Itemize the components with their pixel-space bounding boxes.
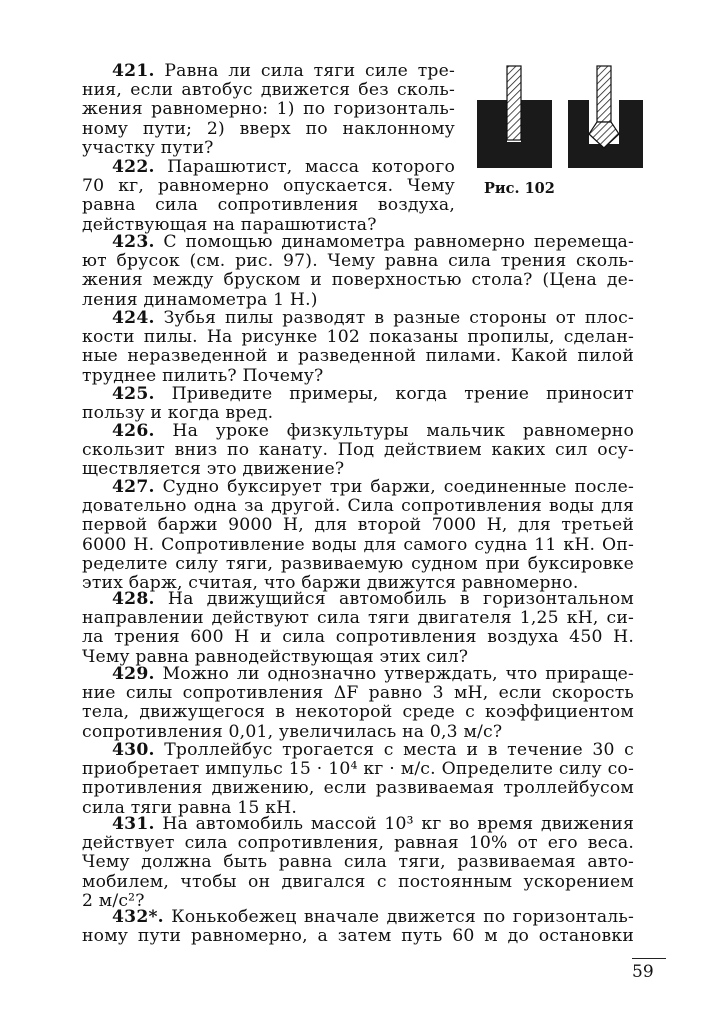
problem-text-line: Чему равна равнодействующая этих сил? — [82, 646, 469, 667]
problem-number: 425. — [112, 384, 155, 404]
footer-rule — [632, 958, 666, 959]
problem-text-line: ществляется это движение? — [82, 459, 345, 480]
problem-text-line: сопротивления 0,01, увеличилась на 0,3 м/с? — [82, 721, 503, 742]
problem-426 — [82, 422, 634, 480]
problem-431 — [82, 815, 634, 911]
problem-text-line: Судно буксирует три баржи, соединенные после- — [162, 477, 634, 497]
problem-text-line: сила тяги равна 15 кН. — [82, 797, 298, 818]
problem-text-line: Конькобежец вначале движется по горизонталь- — [171, 907, 634, 927]
problem-text-line: ла трения 600 Н и сила сопротивления воздуха 450 Н. — [82, 627, 634, 648]
problem-text-line: ют брусок (см. рис. 97). Чему равна сила трения сколь- — [82, 251, 634, 272]
problem-text-line: труднее пилить? Почему? — [82, 365, 324, 386]
problem-text-line: равна сила сопротивления воздуха, — [82, 195, 455, 216]
saw-blade-set-icon — [597, 66, 611, 122]
problem-number: 427. — [112, 477, 155, 497]
problem-text-line: ние силы сопротивления ΔF равно 3 мН, если скорость — [82, 683, 634, 704]
problem-text-line: Зубья пилы разводят в разные стороны от плос- — [163, 308, 634, 328]
problem-number: 421. — [112, 61, 155, 81]
saw-blade-unset-icon — [507, 66, 521, 140]
problem-text-line: этих барж, считая, что баржи движутся равномерно. — [82, 573, 579, 594]
problem-text-line: жения между бруском и поверхностью стола? (Цена де- — [82, 270, 634, 291]
problem-text-line: противления движению, если развиваемая троллейбусом — [82, 778, 634, 799]
problem-text-line: 70 кг, равномерно опускается. Чему — [82, 176, 455, 197]
problem-text-line: жения равномерно: 1) по горизонталь- — [82, 99, 455, 120]
problem-text-line: ному пути; 2) вверх по наклонному — [82, 118, 455, 139]
problem-number: 426. — [112, 421, 155, 441]
problem-text-line: Равна ли сила тяги силе тре- — [164, 61, 456, 81]
problem-421 — [82, 62, 455, 158]
problem-text-line: На уроке физкультуры мальчик равномерно — [172, 421, 634, 441]
problem-422 — [82, 158, 455, 235]
problem-text-line: кости пилы. На рисунке 102 показаны пропилы, сделан- — [82, 327, 634, 348]
problem-text-line: действует сила сопротивления, равная 10% от его веса. — [82, 833, 634, 854]
problem-text-line: направлении действуют сила тяги двигателя 1,25 кН, си- — [82, 608, 634, 629]
problem-text-line: участку пути? — [82, 137, 214, 158]
problem-429 — [82, 665, 634, 742]
problem-number: 424. — [112, 308, 155, 328]
problem-number: 431. — [112, 814, 155, 834]
problem-text-line: Приведите примеры, когда трение приносит — [171, 384, 634, 404]
problem-text-line: ления динамометра 1 Н.) — [82, 289, 318, 310]
problem-text-line: приобретает импульс 15 · 10⁴ кг · м/с. Определите силу со- — [82, 759, 634, 780]
problem-number: 429. — [112, 664, 155, 684]
page-number: 59 — [632, 962, 654, 982]
problem-430 — [82, 741, 634, 818]
problem-number: 428. — [112, 589, 155, 609]
problem-text-line: На автомобиль массой 10³ кг во время движения — [162, 814, 634, 834]
problem-text-line: С помощью динамометра равномерно перемеща- — [163, 232, 634, 252]
problem-text-line: ные неразведенной и разведенной пилами. Какой пилой — [82, 346, 634, 367]
problem-text-line: 2 м/с²? — [82, 890, 145, 911]
problem-text-line: Можно ли однозначно утверждать, что прираще- — [162, 664, 634, 684]
problem-text-line: тела, движущегося в некоторой среде с коэффициентом — [82, 702, 634, 723]
problem-text-line: мобилем, чтобы он двигался с постоянным ускорением — [82, 871, 634, 892]
problem-423 — [82, 233, 634, 310]
problem-number: 422. — [112, 157, 155, 177]
problem-428 — [82, 590, 634, 667]
problem-text-line: 6000 Н. Сопротивление воды для самого судна 11 кН. Оп- — [82, 534, 634, 555]
problem-427 — [82, 478, 634, 593]
problem-text-line: ному пути равномерно, а затем путь 60 м до остановки — [82, 926, 634, 947]
problem-text-line: ния, если автобус движется без сколь- — [82, 80, 455, 101]
problem-text-line: первой баржи 9000 Н, для второй 7000 Н, для третьей — [82, 515, 634, 536]
problem-text-line: На движущийся автомобиль в горизонтальном — [167, 589, 634, 609]
problem-424 — [82, 309, 634, 386]
problem-text-line: Чему должна быть равна сила тяги, развиваемая авто- — [82, 852, 634, 873]
problem-number: 432*. — [112, 907, 164, 927]
problem-text-line: скользит вниз по канату. Под действием каких сил осу- — [82, 440, 634, 461]
figure-caption: Рис. 102 — [484, 180, 555, 197]
problem-text-line: пользу и когда вред. — [82, 403, 274, 424]
problem-number: 430. — [112, 740, 155, 760]
problem-number: 423. — [112, 232, 155, 252]
problem-425 — [82, 385, 634, 423]
problem-text-line: довательно одна за другой. Сила сопротивления воды для — [82, 496, 634, 517]
problem-text-line: Троллейбус трогается с места и в течение 30 с — [164, 740, 634, 760]
problem-432 — [82, 908, 634, 946]
problem-text-line: Парашютист, масса которого — [167, 157, 455, 177]
problem-text-line: ределите силу тяги, развиваемую судном при буксировке — [82, 553, 634, 574]
problem-text-line: действующая на парашютиста? — [82, 214, 377, 235]
